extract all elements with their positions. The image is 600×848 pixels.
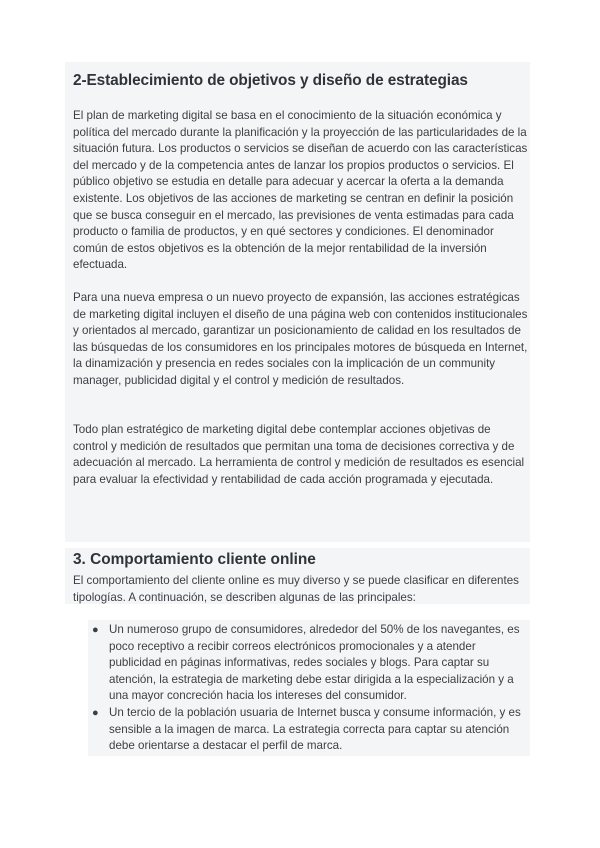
section2-paragraph-1: El plan de marketing digital se basa en el conocimiento de la situación económica y política del mercado durante la planificación y la proyección de las particularidades de la situación futura. Los productos o servicios se diseñan de acuerdo con las características del mercado y de la competencia antes de lanzar los propios productos o servicios. El público objetivo se estudia en detalle para adecuar y acercar la oferta a la demanda existente. Los objetivos de las acciones de marketing se centran en definir la posición que se busca conseguir en el mercado, las previsiones de venta estimadas para cada producto o familia de productos, y en qué sectores y condiciones. El denominador común de estos objetivos es la obtención de la mejor rentabilidad de la inversión efectuada.: [73, 109, 528, 272]
list-item: [90, 622, 528, 705]
bullet-icon: ●: [92, 624, 99, 636]
list-item-text: Un tercio de la población usuaria de Internet busca y consume información, y es sensible a la imagen de marca. La estrategia correcta para captar su atención debe orientarse a destacar el perfil de marca.: [109, 705, 521, 753]
section2-paragraph-3: Todo plan estratégico de marketing digital debe contemplar acciones objetivas de control y medición de resultados que permitan una toma de decisiones correctiva y de adecuación al mercado. La herramienta de control y medición de resultados es esencial para evaluar la efectividad y rentabilidad de cada acción programada y ejecutada.: [73, 423, 525, 486]
section2-paragraph-2: Para una nueva empresa o un nuevo proyecto de expansión, las acciones estratégicas de marketing digital incluyen el diseño de una página web con contenidos institucionales y orientados al mercado, garantizar un posicionamiento de calidad en los resultados de las búsquedas de los consumidores en los principales motores de búsqueda en Internet, la dinamización y presencia en redes sociales con la implicación de un community manager, publicidad digital y el control y medición de resultados.: [73, 291, 528, 387]
list-item: [90, 705, 528, 755]
list-item-text: Un numeroso grupo de consumidores, alrededor del 50% de los navegantes, es poco receptivo a recibir correos electrónicos promocionales y a atender publicidad en páginas informativas, redes sociales y blogs. Para captar su atención, la estrategia de marketing debe estar dirigida a la especialización y a una mayor concreción hacia los intereses del consumidor.: [109, 623, 520, 703]
bullet-icon: ●: [92, 706, 99, 719]
section3-title: 3. Comportamiento cliente online: [73, 551, 316, 568]
section3-intro: El comportamiento del cliente online es muy diverso y se puede clasificar en diferentes tipologías. A continuación, se describen algunas de las principales:: [73, 574, 519, 604]
section2-title: 2-Establecimiento de objetivos y diseño de estrategias: [73, 72, 468, 89]
bullet-list: [90, 622, 528, 755]
